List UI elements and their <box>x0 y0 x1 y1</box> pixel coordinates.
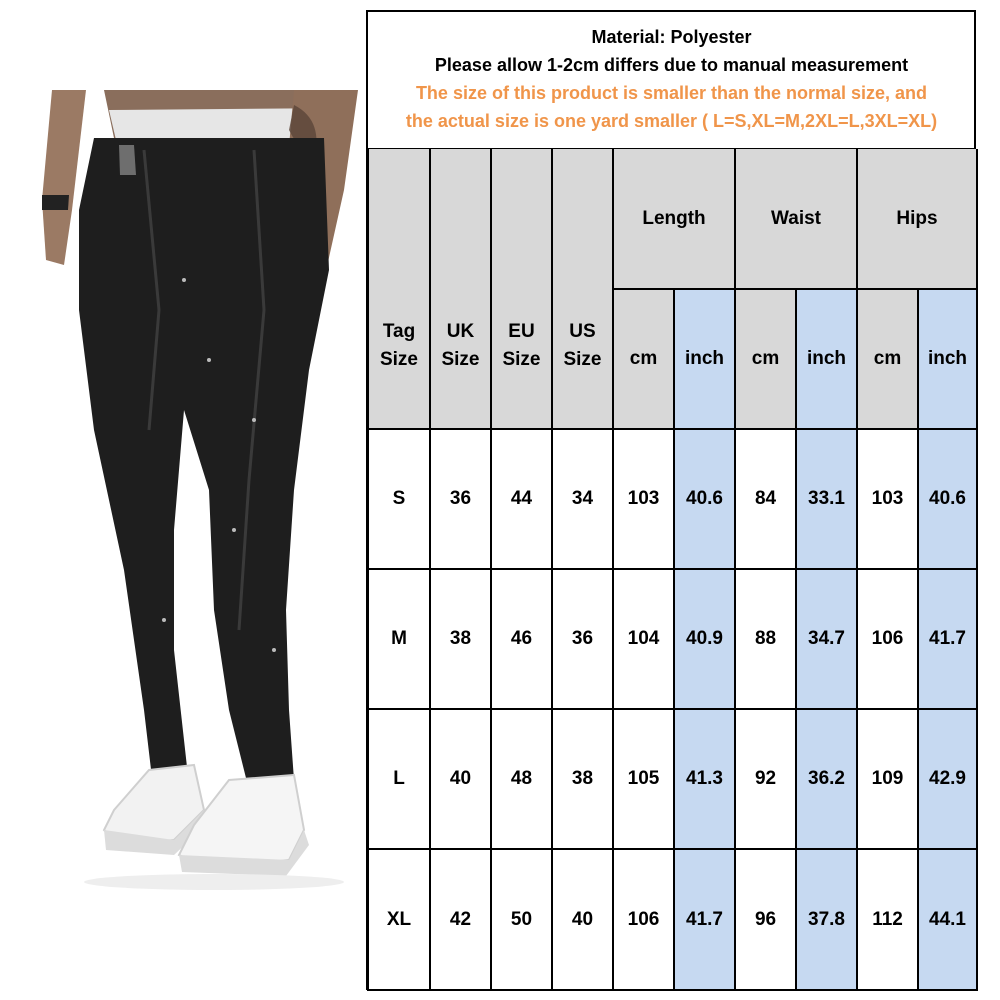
table-row <box>368 709 977 849</box>
eu-size-cell: 50 <box>491 849 552 990</box>
size-warning-line-2: the actual size is one yard smaller ( L=S,XL=M,2XL=L,3XL=XL) <box>405 111 938 131</box>
tag-size-cell: S <box>368 429 430 569</box>
header-waist-inch: inch <box>796 289 857 429</box>
eu-size-cell: 44 <box>491 429 552 569</box>
hips-cm-cell: 109 <box>857 709 918 849</box>
length-cm-cell: 105 <box>613 709 674 849</box>
waist-cm-cell: 92 <box>735 709 796 849</box>
header-waist-cm: cm <box>735 289 796 429</box>
length-cm-cell: 106 <box>613 849 674 990</box>
waist-inch-cell: 37.8 <box>796 849 857 990</box>
table-row <box>368 569 977 709</box>
product-photo <box>24 10 368 990</box>
header-uk-size: UK Size <box>430 149 491 429</box>
header-row-top <box>368 149 977 289</box>
us-size-cell: 38 <box>552 709 613 849</box>
tag-size-cell: M <box>368 569 430 709</box>
size-table <box>367 149 978 991</box>
product-info-box <box>367 10 976 150</box>
jeans-model-illustration <box>24 10 368 990</box>
hips-cm-cell: 103 <box>857 429 918 569</box>
hips-inch-cell: 42.9 <box>918 709 977 849</box>
tag-size-cell: L <box>368 709 430 849</box>
header-length: Length <box>613 149 735 289</box>
uk-size-cell: 36 <box>430 429 491 569</box>
length-inch-cell: 41.3 <box>674 709 735 849</box>
waist-inch-cell: 33.1 <box>796 429 857 569</box>
header-hips: Hips <box>857 149 977 289</box>
us-size-cell: 40 <box>552 849 613 990</box>
hips-cm-cell: 112 <box>857 849 918 990</box>
length-inch-cell: 40.9 <box>674 569 735 709</box>
hips-inch-cell: 40.6 <box>918 429 977 569</box>
waist-cm-cell: 84 <box>735 429 796 569</box>
measurement-note: Please allow 1-2cm differs due to manual measurement <box>434 55 909 75</box>
length-cm-cell: 103 <box>613 429 674 569</box>
length-cm-cell: 104 <box>613 569 674 709</box>
us-size-cell: 36 <box>552 569 613 709</box>
size-warning-line-1: The size of this product is smaller than the normal size, and <box>415 83 928 103</box>
uk-size-cell: 42 <box>430 849 491 990</box>
hips-inch-cell: 41.7 <box>918 569 977 709</box>
header-us-size: US Size <box>552 149 613 429</box>
header-hips-cm: cm <box>857 289 918 429</box>
header-tag-size: Tag Size <box>368 149 430 429</box>
table-row <box>368 429 977 569</box>
hips-inch-cell: 44.1 <box>918 849 977 990</box>
us-size-cell: 34 <box>552 429 613 569</box>
uk-size-cell: 38 <box>430 569 491 709</box>
uk-size-cell: 40 <box>430 709 491 849</box>
eu-size-cell: 46 <box>491 569 552 709</box>
header-eu-size: EU Size <box>491 149 552 429</box>
waist-cm-cell: 88 <box>735 569 796 709</box>
header-hips-inch: inch <box>918 289 977 429</box>
header-length-inch: inch <box>674 289 735 429</box>
waist-inch-cell: 34.7 <box>796 569 857 709</box>
waist-cm-cell: 96 <box>735 849 796 990</box>
header-length-cm: cm <box>613 289 674 429</box>
length-inch-cell: 40.6 <box>674 429 735 569</box>
length-inch-cell: 41.7 <box>674 849 735 990</box>
tag-size-cell: XL <box>368 849 430 990</box>
header-waist: Waist <box>735 149 857 289</box>
eu-size-cell: 48 <box>491 709 552 849</box>
waist-inch-cell: 36.2 <box>796 709 857 849</box>
material-text: Material: Polyester <box>591 27 752 47</box>
hips-cm-cell: 106 <box>857 569 918 709</box>
table-row <box>368 849 977 990</box>
